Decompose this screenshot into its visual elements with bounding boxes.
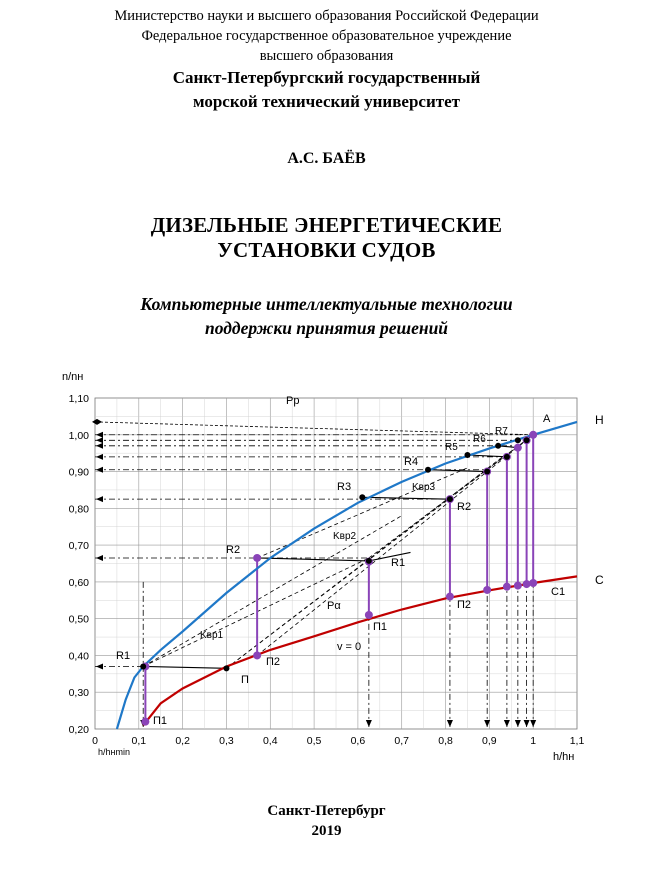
institution-line-1: Федеральное государственное образовательное учреждение	[141, 28, 512, 44]
axis-arrow	[504, 720, 510, 727]
axis-arrow	[524, 720, 530, 727]
axis-arrow	[366, 720, 372, 727]
regulator-ray	[143, 558, 369, 666]
axis-arrow	[447, 720, 453, 727]
x-tick-label: 0,2	[175, 735, 190, 747]
x-tick-label: 0,6	[350, 735, 366, 747]
operating-segment	[257, 558, 369, 561]
point-H	[514, 444, 522, 452]
label-R7: R7	[495, 426, 508, 437]
label-Pa: Pα	[327, 600, 341, 612]
label-P1-right: П1	[373, 621, 388, 633]
point-C	[514, 582, 522, 590]
label-R2-mid: R2	[226, 544, 241, 556]
label-H: H	[595, 413, 604, 427]
axis-arrow-left	[96, 496, 103, 502]
label-R5: R5	[445, 442, 458, 453]
y-tick-label: 0,50	[68, 613, 89, 626]
y-tick-label: 0,60	[68, 576, 89, 589]
y-tick-label: 0,70	[68, 540, 89, 553]
label-v0: v = 0	[337, 641, 362, 653]
x-axis-title: h/hн	[553, 751, 575, 763]
book-subtitle-line-1: Компьютерные интеллектуальные технологии	[140, 294, 513, 314]
y-tick-label: 1,10	[68, 393, 89, 405]
label-Kvr2: Kвр2	[333, 531, 357, 542]
label-R4: R4	[404, 456, 419, 468]
x-tick-label: 1	[530, 735, 537, 747]
ministry-name: Министерство науки и высшего образования Российской Федерации	[114, 8, 539, 24]
axis-arrow	[515, 720, 521, 727]
university-line-1: Санкт-Петербургский государственный	[172, 68, 481, 87]
point-regulator	[223, 665, 229, 671]
label-C1: C1	[551, 586, 566, 598]
label-R3: R3	[337, 481, 352, 493]
regulator-ray	[143, 516, 402, 667]
point-C	[365, 611, 373, 619]
label-P2-left: П2	[266, 656, 281, 668]
point-regulator	[447, 496, 453, 502]
label-P: П	[241, 674, 249, 686]
point-C	[446, 593, 454, 601]
axis-arrow-left	[96, 443, 103, 449]
x-axis-secondary-title: h/hнmin	[98, 747, 130, 757]
label-Kvr3: Kвр3	[412, 482, 436, 493]
label-R2-right: R2	[457, 501, 472, 513]
book-title-line-1: ДИЗЕЛЬНЫЕ ЭНЕРГЕТИЧЕСКИЕ	[150, 213, 503, 237]
point-regulator	[359, 494, 365, 500]
x-tick-label: 0,7	[394, 735, 410, 747]
x-tick-label: 0,8	[438, 735, 453, 747]
axis-arrow-left	[96, 555, 103, 561]
label-R1-left: R1	[116, 650, 131, 662]
label-P1-left: П1	[153, 715, 168, 727]
point-regulator	[495, 443, 501, 449]
y-tick-label: 0,20	[68, 724, 89, 736]
point-regulator	[504, 454, 510, 460]
point-regulator	[515, 437, 521, 443]
label-Kvr1: Kвр1	[200, 630, 224, 641]
x-tick-label: 0,4	[262, 735, 278, 747]
point-H	[253, 554, 261, 562]
axis-arrow-left	[96, 437, 103, 443]
x-tick-label: 1,1	[569, 735, 585, 747]
book-title-line-2: УСТАНОВКИ СУДОВ	[217, 238, 436, 262]
axis-arrow	[530, 720, 536, 727]
operating-segment	[143, 666, 226, 668]
x-tick-label: 0,9	[482, 735, 497, 747]
axis-arrow-left	[96, 432, 103, 438]
author-name: А.С. БАЁВ	[287, 150, 366, 167]
curve-H	[117, 422, 577, 729]
y-tick-label: 0,40	[68, 650, 89, 663]
book-subtitle-line-2: поддержки принятия решений	[204, 318, 449, 338]
x-tick-label: 0,5	[306, 735, 322, 747]
x-tick-label: 0,3	[219, 735, 234, 747]
point-C	[483, 586, 491, 594]
point-regulator	[366, 558, 372, 564]
point-regulator	[425, 467, 431, 473]
propeller-characteristics-chart	[40, 362, 630, 770]
chart-points	[140, 431, 537, 726]
point-H	[529, 431, 537, 439]
label-A: A	[543, 413, 551, 425]
point-C	[529, 579, 537, 587]
diamond-marker	[92, 419, 102, 425]
y-tick-label: 0,80	[68, 503, 89, 516]
chart-grid	[95, 398, 577, 729]
institution-line-2: высшего образования	[259, 48, 394, 64]
point-regulator	[484, 469, 490, 475]
university-line-2: морской технический университет	[193, 92, 460, 111]
label-R1-right: R1	[391, 557, 406, 569]
y-tick-label: 1,00	[68, 429, 89, 442]
x-tick-label: 0,1	[131, 735, 147, 747]
label-R6: R6	[473, 434, 486, 445]
y-tick-label: 0,30	[68, 687, 89, 700]
publication-year: 2019	[311, 823, 342, 839]
point-regulator	[464, 452, 470, 458]
y-axis-title: n/nн	[62, 371, 84, 383]
label-C: C	[595, 573, 604, 587]
chart-curves	[117, 422, 577, 729]
point-regulator	[524, 437, 530, 443]
x-tick-label: 0	[92, 735, 98, 747]
point-C	[141, 718, 149, 726]
axis-arrow-left	[96, 663, 103, 669]
point-C	[253, 651, 261, 659]
publication-city: Санкт-Петербург	[267, 803, 386, 819]
y-tick-label: 0,90	[68, 466, 89, 479]
label-P2-right: П2	[457, 599, 472, 611]
axis-arrow-left	[96, 454, 103, 460]
label-Pp: Pр	[286, 395, 300, 407]
point-C	[503, 583, 511, 591]
point-regulator	[140, 663, 146, 669]
